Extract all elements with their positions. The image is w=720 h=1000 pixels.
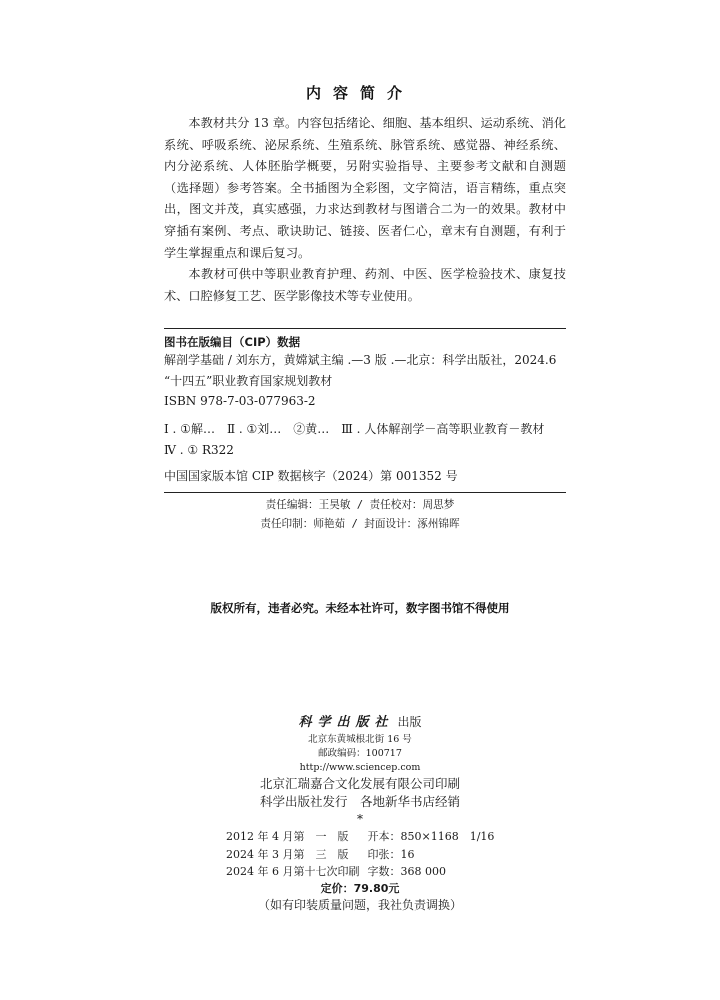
publisher-website: http://www.sciencep.com [299, 762, 421, 773]
cip-heading: 图书在版编目（CIP）数据 [164, 335, 301, 349]
edition-row [226, 828, 494, 846]
edition-info: 开本：850×1168 1/16 [367, 830, 495, 843]
edition-table [226, 828, 494, 881]
imprint-block [0, 712, 720, 826]
printer-line: 北京汇瑞嘉合文化发展有限公司印刷 [259, 776, 460, 791]
cip-data-number: 中国国家版本馆 CIP 数据核字（2024）第 001352 号 [164, 468, 458, 483]
copyright-notice: 版权所有，违者必究。未经本社许可，数字图书馆不得使用 [210, 601, 510, 615]
quality-note: （如有印装质量问题，我社负责调换） [257, 898, 462, 912]
editors-block [0, 496, 720, 533]
edition-date: 2024 年 6 月第十七次印刷 [226, 865, 360, 878]
edition-info: 印张：16 [367, 847, 415, 861]
edition-row [226, 863, 494, 881]
summary-body [164, 113, 566, 307]
cip-top-rule [164, 328, 566, 329]
summary-paragraph-1: 本教材共分 13 章。内容包括绪论、细胞、基本组织、运动系统、消化系统、呼吸系统、泌尿系统、生殖系统、脉管系统、感觉器、神经系统、内分泌系统、人体胚胎学概要，另附实验指导、主要参考文献和自测题（选择题）参考答案。全书插图为全彩图，文字简洁，语言精练，重点突出，图文并茂，真实感强，力求达到教材与图谱合二为一的效果。教材中穿插有案例、考点、歌诀助记、链接、医者仁心，章末有自测题，有利于学生掌握重点和课后复习。 [164, 116, 566, 260]
separator-star: * [357, 812, 363, 826]
publisher-logo: 科学出版社 [298, 715, 394, 730]
cip-series-line: “十四五”职业教育国家规划教材 [164, 373, 333, 388]
cip-bottom-rule [164, 492, 566, 493]
publisher-address: 北京东黄城根北街 16 号 [308, 734, 412, 745]
distributor-line: 科学出版社发行 各地新华书店经销 [259, 793, 460, 809]
publisher-postcode: 邮政编码：100717 [318, 748, 402, 759]
editors-line-1: 责任编辑：王昊敏 / 责任校对：周思梦 [265, 499, 455, 511]
publisher-line [0, 712, 720, 733]
publisher-suffix: 出版 [397, 715, 422, 729]
cip-isbn: ISBN 978-7-03-077963-2 [164, 394, 316, 408]
cip-block [164, 328, 566, 493]
editors-line-2: 责任印制：师艳茹 / 封面设计：涿州锦晖 [260, 517, 460, 530]
edition-info: 字数：368 000 [367, 865, 446, 878]
summary-paragraph-2: 本教材可供中等职业教育护理、药剂、中医、医学检验技术、康复技术、口腔修复工艺、医学影像技术等专业使用。 [164, 267, 566, 303]
edition-date: 2012 年 4 月第 一 版 [226, 830, 349, 843]
cip-title-line: 解剖学基础 / 刘东方，黄嫦斌主编 .—3 版 .—北京：科学出版社，2024.6 [164, 353, 557, 367]
edition-row [226, 846, 494, 864]
price: 定价：79.80元 [320, 882, 400, 895]
edition-date: 2024 年 3 月第 三 版 [226, 847, 349, 861]
summary-title: 内容简介 [305, 84, 414, 102]
cip-catalog: Ⅰ . ①解… Ⅱ . ①刘… ②黄… Ⅲ . 人体解剖学－高等职业教育－教材 Ⅳ . ① R322 [164, 421, 557, 457]
